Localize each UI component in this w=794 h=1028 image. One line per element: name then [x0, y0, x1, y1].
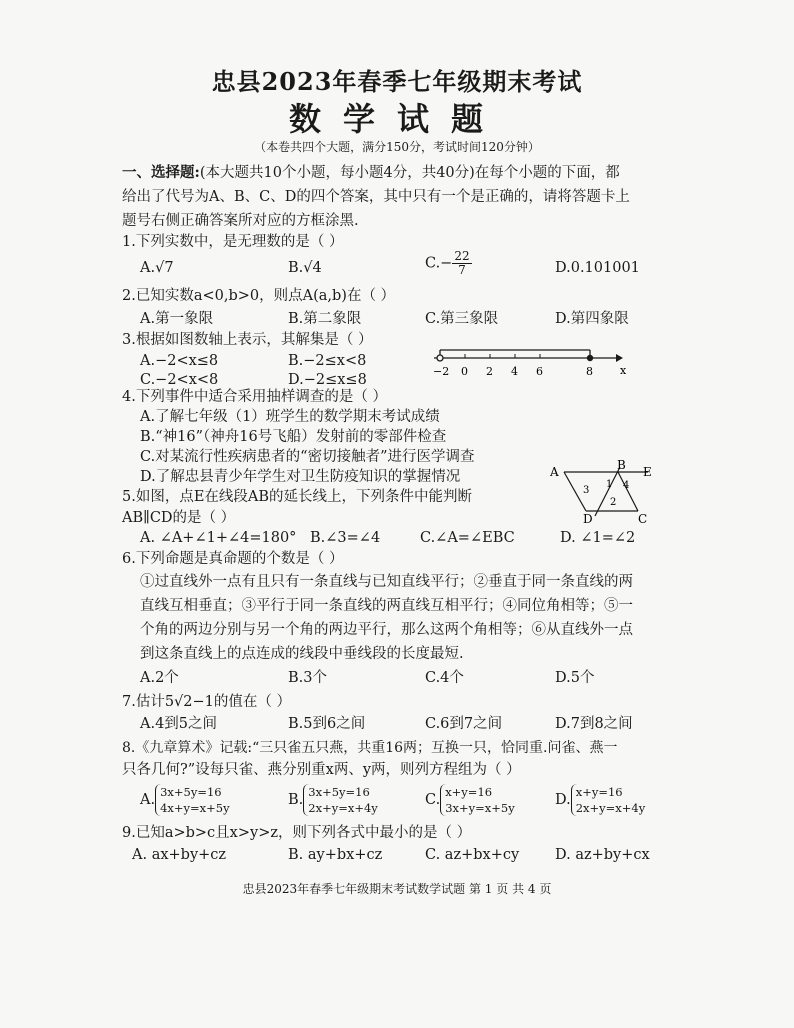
q8-c-system: x+y=16 3x+y=x+5y — [440, 784, 515, 816]
open-endpoint — [437, 355, 443, 361]
q4-option-a: A.了解七年级（1）班学生的数学期末考试成绩 — [140, 409, 440, 425]
page-footer: 忠县2023年春季七年级期末考试数学试题 第 1 页 共 4 页 — [242, 882, 552, 896]
q5-stem-line2: AB∥CD的是（ ） — [122, 510, 236, 526]
label-e: E — [643, 465, 652, 479]
q9-option-c: C. az+bx+cy — [425, 847, 520, 863]
q8-option-a: A. 3x+5y=16 4x+y=x+5y — [140, 785, 230, 815]
q2-option-c: C.第三象限 — [425, 311, 499, 327]
label-a: A — [550, 465, 559, 479]
q7-option-b: B.5到6之间 — [288, 716, 366, 732]
axis-label-6: 6 — [536, 365, 543, 378]
exam-title: 忠县2023年春季七年级期末考试 — [211, 67, 583, 96]
q6-option-c: C.4个 — [425, 670, 464, 686]
exam-note: （本卷共四个大题，满分150分，考试时间120分钟） — [254, 140, 540, 154]
q8-stem-line2: 只各几何?”设每只雀、燕分别重x两、y两，则列方程组为（ ） — [122, 762, 521, 778]
q3-number-line — [430, 344, 630, 380]
q1-option-b: B.√4 — [288, 260, 322, 276]
q5-stem-line1: 5.如图，点E在线段AB的延长线上，下列条件中能判断 — [122, 489, 473, 505]
label-c: C — [638, 512, 648, 524]
section-intro-line1: 一、选择题:(本大题共10个小题，每小题4分，共40分)在每个小题的下面，都 — [122, 164, 620, 181]
label-b: B — [617, 458, 626, 472]
q5-option-a: A. ∠A+∠1+∠4=180° — [140, 530, 297, 546]
q1-option-c: C.− $\frac{22}{7}$ — [425, 249, 470, 277]
q6-option-a: A.2个 — [140, 670, 179, 686]
q4-option-b: B.“神16”（神舟16号飞船）发射前的零部件检查 — [140, 429, 447, 445]
q6-statement-line1: ①过直线外一点有且只有一条直线与已知直线平行；②垂直于同一条直线的两 — [140, 574, 633, 590]
q6-statement-line4: 到这条直线上的点连成的线段中垂线段的长度最短. — [140, 646, 464, 662]
q1-stem: 1.下列实数中，是无理数的是（ ） — [122, 234, 344, 250]
q5-option-d: D. ∠1=∠2 — [560, 530, 636, 546]
q7-option-a: A.4到5之间 — [140, 716, 218, 732]
q1-option-d: D.0.101001 — [555, 260, 640, 276]
q7-option-c: C.6到7之间 — [425, 716, 503, 732]
q6-option-b: B.3个 — [288, 670, 327, 686]
q1-option-a: A.√7 — [140, 260, 174, 276]
q9-option-d: D. az+by+cx — [555, 847, 650, 863]
axis-label-2: 2 — [486, 365, 493, 378]
q3-stem: 3.根据如图数轴上表示，其解集是（ ） — [122, 332, 373, 348]
number-line-arrow — [616, 354, 623, 362]
q3-option-a: A.−2<x≤8 — [140, 353, 219, 369]
q5-figure — [540, 458, 670, 524]
angle-1: 1 — [606, 479, 613, 490]
q9-option-b: B. ay+bx+cz — [288, 847, 383, 863]
q7-stem: 7.估计5√2−1的值在（ ） — [122, 694, 292, 710]
q7-option-d: D.7到8之间 — [555, 716, 633, 732]
q8-option-d: D. x+y=16 2x+y=x+4y — [555, 785, 646, 815]
segment-bd — [595, 467, 620, 516]
q4-stem: 4.下列事件中适合采用抽样调查的是（ ） — [122, 389, 387, 405]
section-intro-line2: 给出了代号为A、B、C、D的四个答案，其中只有一个是正确的，请将答题卡上 — [122, 189, 630, 205]
axis-label-8: 8 — [586, 365, 593, 378]
q2-option-a: A.第一象限 — [140, 311, 214, 327]
axis-label-neg2: −2 — [433, 365, 450, 378]
q2-option-b: B.第二象限 — [288, 311, 362, 327]
q2-stem: 2.已知实数a<0,b>0，则点A(a,b)在（ ） — [122, 288, 396, 304]
angle-4: 4 — [623, 480, 630, 491]
q4-option-d: D.了解忠县青少年学生对卫生防疫知识的掌握情况 — [140, 469, 461, 485]
q8-a-system: 3x+5y=16 4x+y=x+5y — [155, 784, 230, 816]
angle-2: 2 — [610, 497, 617, 508]
exam-subject-title: 数学试题 — [288, 100, 505, 138]
axis-var-label: x — [620, 364, 627, 377]
q4-option-c: C.对某流行性疾病患者的“密切接触者”进行医学调查 — [140, 449, 475, 465]
q8-option-c: C. x+y=16 3x+y=x+5y — [425, 785, 515, 815]
q1-fraction: $\frac{22}{7}$ — [454, 249, 470, 277]
q8-stem-line1: 8.《九章算术》记载:“三只雀五只燕，共重16两；互换一只，恰同重.问雀、燕一 — [122, 740, 618, 756]
q9-stem: 9.已知a>b>c且x>y>z，则下列各式中最小的是（ ） — [122, 825, 472, 841]
q6-statement-line3: 个角的两边分别与另一个角的两边平行，那么这两个角相等；⑥从直线外一点 — [140, 622, 633, 638]
q6-stem: 6.下列命题是真命题的个数是（ ） — [122, 551, 344, 567]
q3-option-b: B.−2≤x<8 — [288, 353, 367, 369]
closed-endpoint — [587, 355, 593, 361]
q2-option-d: D.第四象限 — [555, 311, 629, 327]
section-heading: 一、选择题: — [122, 164, 200, 181]
q3-option-c: C.−2<x<8 — [140, 372, 219, 388]
q8-b-system: 3x+5y=16 2x+y=x+4y — [303, 784, 378, 816]
axis-label-4: 4 — [511, 365, 518, 378]
q5-option-b: B.∠3=∠4 — [310, 530, 381, 546]
label-d: D — [583, 512, 593, 524]
section-intro-line3: 题号右侧正确答案所对应的方框涂黑. — [122, 213, 359, 229]
q3-option-d: D.−2≤x≤8 — [288, 372, 367, 388]
axis-label-0: 0 — [461, 365, 468, 378]
q6-statement-line2: 直线互相垂直；③平行于同一条直线的两直线互相平行；④同位角相等；⑤一 — [140, 598, 633, 614]
q8-option-b: B. 3x+5y=16 2x+y=x+4y — [288, 785, 378, 815]
q8-d-system: x+y=16 2x+y=x+4y — [571, 784, 646, 816]
q9-option-a: A. ax+by+cz — [132, 847, 227, 863]
q5-option-c: C.∠A=∠EBC — [420, 530, 515, 546]
q6-option-d: D.5个 — [555, 670, 595, 686]
angle-3: 3 — [583, 485, 590, 496]
segment-bc — [618, 472, 638, 511]
